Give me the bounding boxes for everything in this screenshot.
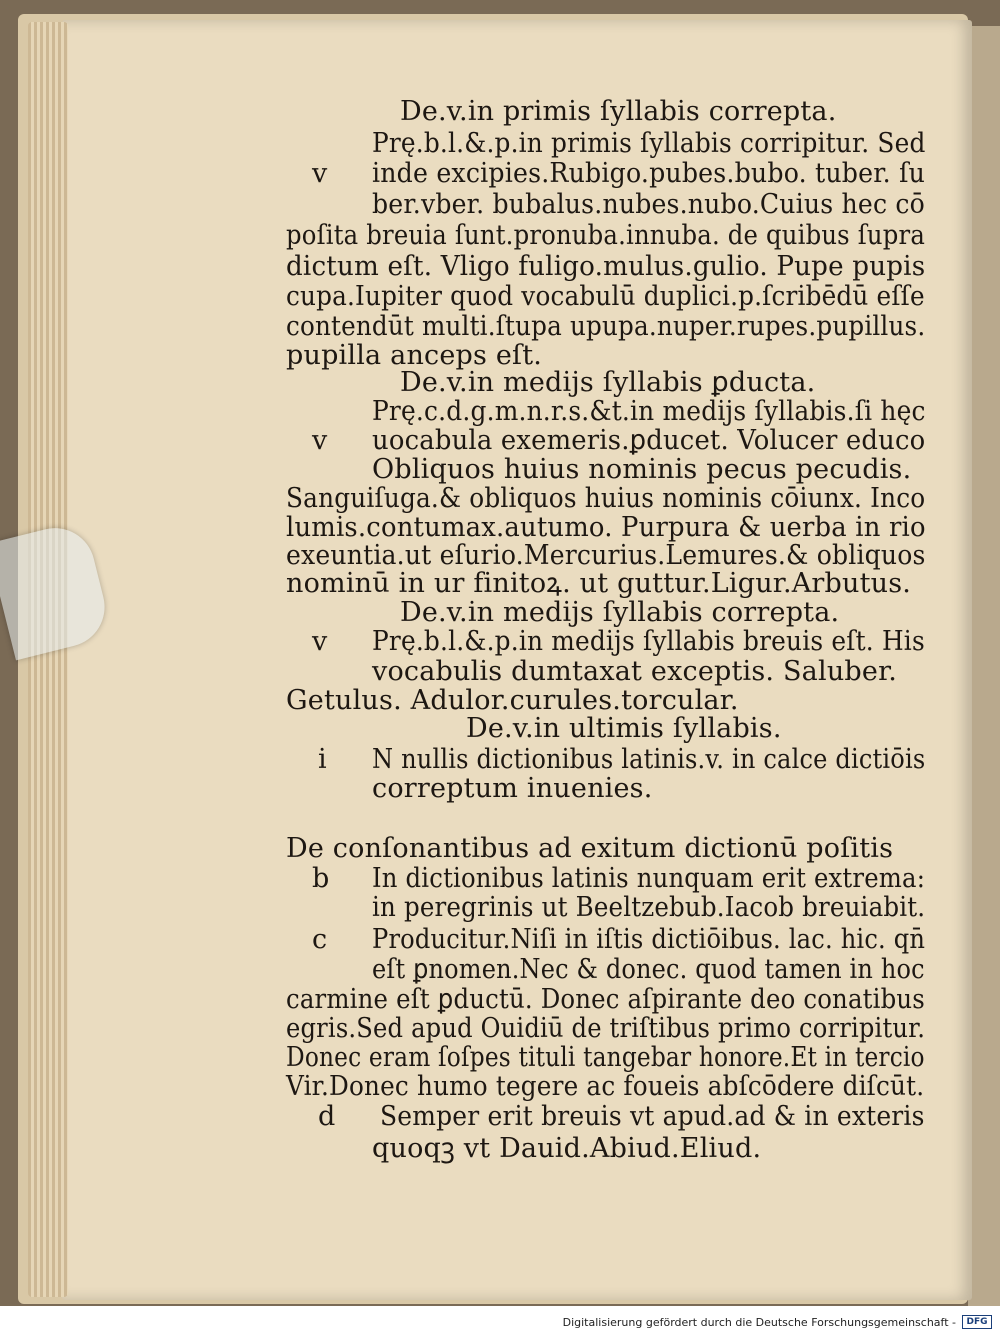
text-line: pupilla anceps eſt. [286,340,543,371]
dfg-logo: DFG [962,1315,992,1329]
text-line: Prę.b.l.&.p.in primis ſyllabis corripitur. Sed [372,128,926,159]
text-line: contendūt multi.ſtupa upupa.nuper.rupes.pupillus. [286,311,926,342]
text-line: ber.vber. bubalus.nubes.nubo.Cuius hec cō [372,189,926,220]
text-line: Sanguiſuga.& obliquos huius nominis cōiunx. Inco [286,483,926,514]
margin-letter-v: v [312,626,328,657]
text-line: uocabula exemeris.ꝑducet. Volucer educo [372,425,926,456]
text-line: nominū in ur finitoꝝ. ut guttur.Ligur.Arbutus. [286,568,912,599]
heading-v-primis-correpta: De.v.in primis ſyllabis correpta. [400,96,837,127]
text-line: Semper erit breuis vt apud.ad & in exteris [380,1101,925,1132]
text-line: inde excipies.Rubigo.pubes.bubo. tuber. ſu [372,158,926,189]
text-line: Obliquos huius nominis pecus pecudis. [372,454,912,485]
text-line: poſita breuia ſunt.pronuba.innuba. de quibus ſupra [286,220,926,251]
funding-credit: Digitalisierung gefördert durch die Deutsche Forschungsgemeinschaft - [562,1316,956,1329]
heading-v-medijs-correpta: De.v.in medijs ſyllabis correpta. [400,597,840,628]
margin-letter-v: v [312,158,328,189]
heading-v-medijs-producta: De.v.in medijs ſyllabis ꝑducta. [400,367,816,398]
text-line: Prę.b.l.&.p.in medijs ſyllabis breuis eſt. His [372,626,925,657]
margin-letter-v: v [312,425,328,456]
margin-letter-d: d [318,1101,336,1132]
text-line: dictum eſt. Vligo fuligo.mulus.gulio. Pupe pupis [286,251,926,282]
margin-letter-b: b [312,863,330,894]
text-line: quoqꝫ vt Dauid.Abiud.Eliud. [372,1133,762,1164]
text-line: exeuntia.ut eſurio.Mercurius.Lemures.& obliquos [286,540,926,571]
text-line: In dictionibus latinis nunquam erit extrema: [372,863,926,894]
facing-page-edge [968,26,1000,1306]
page-edges [28,22,68,1297]
text-line: in peregrinis ut Beeltzebub.Iacob breuiabit. [372,892,926,923]
text-line: Getulus. Adulor.curules.torcular. [286,685,739,716]
text-line: carmine eſt ꝑductū. Donec aſpirante deo conatibus [286,984,925,1015]
text-line: egris.Sed apud Ouidiū de triſtibus primo corripitur. [286,1013,926,1044]
text-line: lumis.contumax.autumo. Purpura & uerba in rio [286,512,926,543]
text-line: correptum inuenies. [372,773,653,804]
margin-letter-c: c [312,924,328,955]
text-line: Vir.Donec humo tegere ac foueis abſcōdere diſcūt. [286,1071,925,1102]
text-line: N nullis dictionibus latinis.v. in calce dictiōis [372,744,926,775]
text-line: cupa.Iupiter quod vocabulū duplici.p.ſcribēdū eſſe [286,281,925,312]
text-line: eſt ꝑnomen.Nec & donec. quod tamen in hoc [372,954,925,985]
heading-v-ultimis: De.v.in ultimis ſyllabis. [466,713,782,744]
text-line: Producitur.Niſi in iſtis dictiōibus. lac. hic. qn̄ [372,924,926,955]
text-line: Donec eram ſoſpes tituli tangebar honore.Et in tercio [286,1042,925,1073]
text-line: vocabulis dumtaxat exceptis. Saluber. [372,656,897,687]
margin-letter-i: i [318,744,327,775]
text-line: Prę.c.d.g.m.n.r.s.&t.in medijs ſyllabis.ſi hęc [372,396,926,427]
heading-consonantibus: De conſonantibus ad exitum dictionū poſitis [286,833,894,864]
